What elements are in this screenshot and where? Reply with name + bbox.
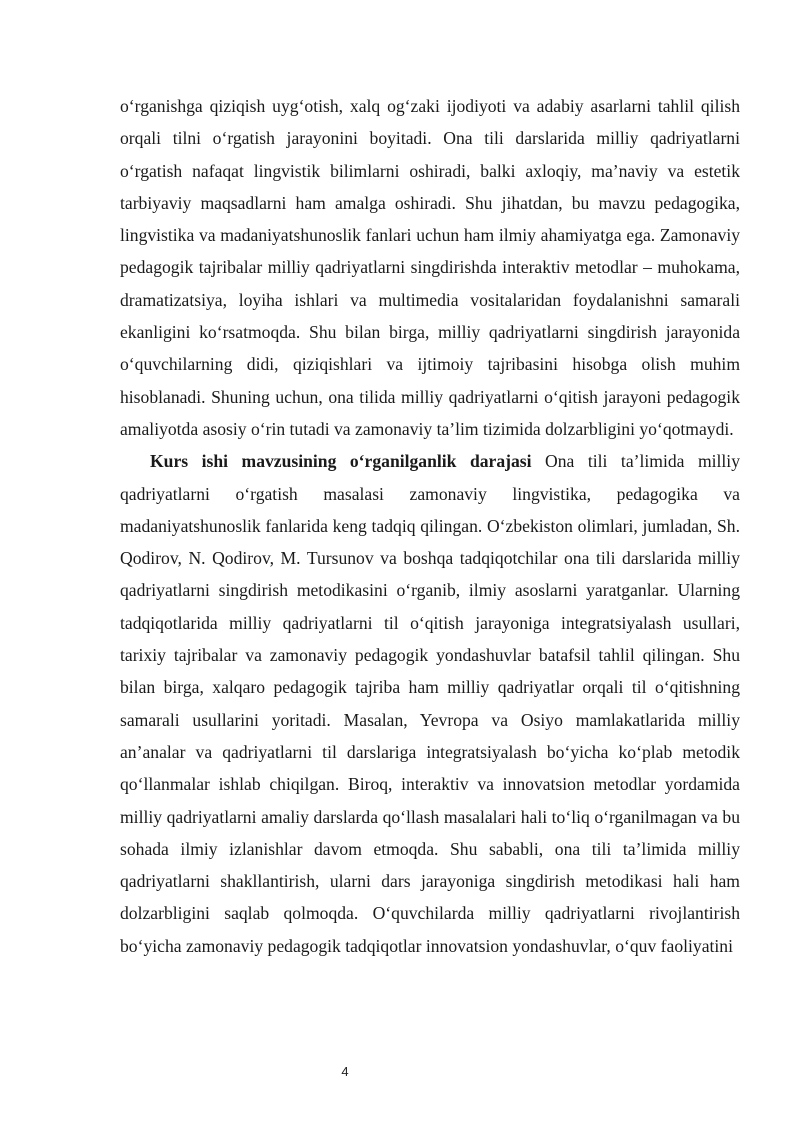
paragraph-body-text: Ona tili ta’limida milliy qadriyatlarni o‘rgatish masalasi zamonaviy lingvistika, pedagogika va madaniyatshunoslik fanlarida keng tadqiq qilingan. O‘zbekiston olimlari, jumladan, Sh. Qodirov, N. Qodirov, M. Tursunov va boshqa tadqiqotchilar ona tili darslarida milliy qadriyatlarni singdirish metodikasini o‘rganib, ilmiy asoslarni yaratganlar. Ularning tadqiqotlarida milliy qadriyatlarni til o‘qitish jarayoniga integratsiyalash usullari, tarixiy tajribalar va zamonaviy pedagogik yondashuvlar batafsil tahlil qilingan. Shu bilan birga, xalqaro pedagogik tajriba ham milliy qadriyatlar orqali til o‘qitishning samarali usullarini yoritadi. Masalan, Yevropa va Osiyo mamlakatlarida milliy an’analar va qadriyatlarni til darslariga integratsiyalash bo‘yicha ko‘plab metodik qo‘llanmalar ishlab chiqilgan. Biroq, interaktiv va innovatsion metodlar yordamida milliy qadriyatlarni amaliy darslarda qo‘llash masalalari hali to‘liq o‘rganilmagan va bu sohada ilmiy izlanishlar davom etmoqda. Shu sababli, ona tili ta’limida milliy qadriyatlarni shakllantirish, ularni dars jarayoniga singdirish metodikasi hali ham dolzarbligini saqlab qolmoqda. O‘quvchilarda milliy qadriyatlarni rivojlantirish bo‘yicha zamonaviy pedagogik tadqiqotlar innovatsion yondashuvlar, o‘quv faoliyatini	[120, 451, 740, 956]
body-paragraph: o‘rganishga qiziqish uyg‘otish, xalq og‘zaki ijodiyoti va adabiy asarlarni tahlil qilish orqali tilni o‘rgatish jarayonini boyitadi. Ona tili darslarida milliy qadriyatlarni o‘rgatish nafaqat lingvistik bilimlarni oshiradi, balki axloqiy, ma’naviy va estetik tarbiyaviy maqsadlarni ham amalga oshiradi. Shu jihatdan, bu mavzu pedagogika, lingvistika va madaniyatshunoslik fanlari uchun ham ilmiy ahamiyatga ega. Zamonaviy pedagogik tajribalar milliy qadriyatlarni singdirishda interaktiv metodlar – muhokama, dramatizatsiya, loyiha ishlari va multimedia vositalaridan foydalanishni samarali ekanligini ko‘rsatmoqda. Shu bilan birga, milliy qadriyatlarni singdirish jarayonida o‘quvchilarning didi, qiziqishlari va ijtimoiy tajribasini hisobga olish muhim hisoblanadi. Shuning uchun, ona tilida milliy qadriyatlarni o‘qitish jarayoni pedagogik amaliyotda asosiy o‘rin tutadi va zamonaviy ta’lim tizimida dolzarbligini yo‘qotmaydi.	[120, 96, 740, 439]
page-number: 4	[341, 1064, 349, 1079]
body-paragraph-studied-level	[120, 445, 740, 962]
paragraph-lead-heading: Kurs ishi mavzusining o‘rganilganlik darajasi	[150, 451, 532, 472]
document-page	[120, 90, 740, 962]
